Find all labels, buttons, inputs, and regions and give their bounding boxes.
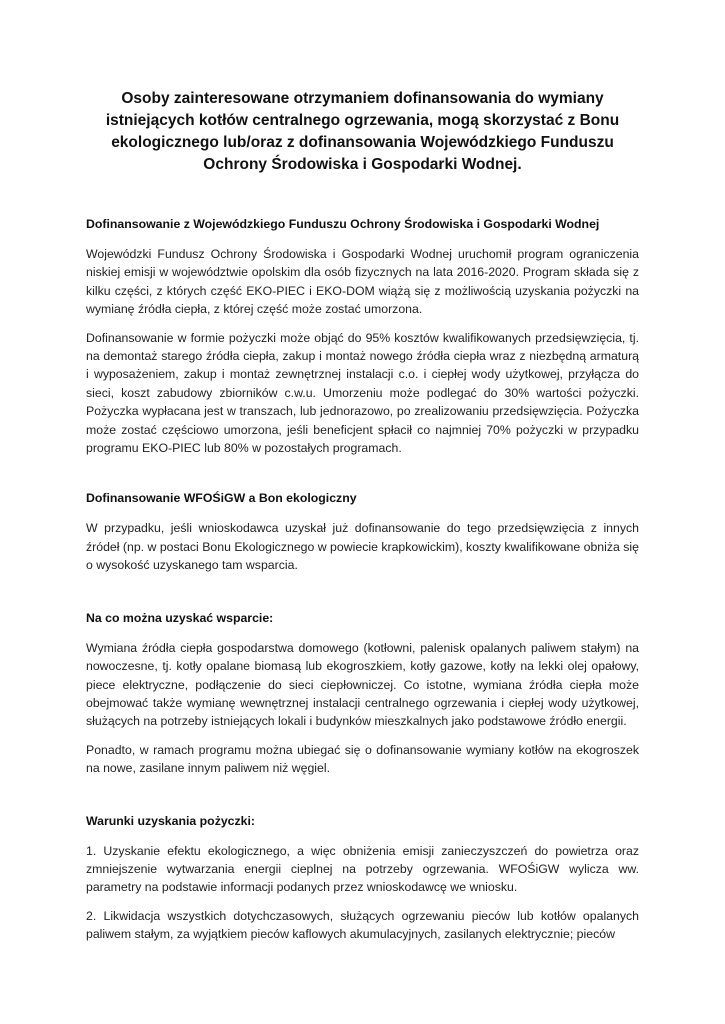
paragraph: Wymiana źródła ciepła gospodarstwa domowego (kotłowni, palenisk opalanych paliwem stałym) na nowoczesne, tj. kotły opalane biomasą lub ekogroszkiem, kotły gazowe, kotły na lekki olej opałowy, piece elektryczne, podłączenie do sieci ciepłowniczej. Co istotne, wymiana źródła ciepła może obejmować także wymianę wewnętrznej instalacji centralnego ogrzewania i ciepłej wody użytkowej, służących na potrzeby istniejących lokali i budynków mieszkalnych jako podstawowe źródło energii. <box>86 640 639 729</box>
section-heading: Na co można uzyskać wsparcie: <box>86 610 274 625</box>
section-heading: Dofinansowanie z Wojewódzkiego Funduszu Ochrony Środowiska i Gospodarki Wodnej <box>86 217 600 231</box>
paragraph: 1. Uzyskanie efektu ekologicznego, a więc obniżenia emisji zanieczyszczeń do powietrza oraz zmniejszenie wytwarzania energii cieplnej na potrzeby ogrzewania. WFOŚiGW wylicza ww. parametry na podstawie informacji podanych przez wnioskodawcę we wniosku. <box>86 843 639 895</box>
paragraph: W przypadku, jeśli wnioskodawca uzyskał już dofinansowanie do tego przedsięwzięcia z innych źródeł (np. w postaci Bonu Ekologicznego w powiecie krapkowickim), koszty kwalifikowane obniża się o wysokość uzyskanego tam wsparcia. <box>86 521 639 573</box>
section-heading: Warunki uzyskania pożyczki: <box>86 813 256 828</box>
document-page <box>86 88 639 978</box>
section-wfosigw-vs-bon <box>86 489 639 574</box>
section-wfosigw-funding <box>86 215 639 457</box>
document-title: Osoby zainteresowane otrzymaniem dofinansowania do wymiany istniejących kotłów centralnego ogrzewania, mogą skorzystać z Bonu ekologicznego lub/oraz z dofinansowania Wojewódzkiego Funduszu Ochrony Środowiska i Gospodarki Wodnej. <box>105 90 620 173</box>
section-loan-conditions <box>86 812 639 944</box>
paragraph: 2. Likwidacja wszystkich dotychczasowych, służących ogrzewaniu pieców lub kotłów opalanych paliwem stałym, za wyjątkiem pieców kaflowych akumulacyjnych, zasilanych elektrycznie; pieców <box>86 908 639 942</box>
paragraph: Dofinansowanie w formie pożyczki może objąć do 95% kosztów kwalifikowanych przedsięwzięcia, tj. na demontaż starego źródła ciepła, zakup i montaż nowego źródła ciepła wraz z niezbędną armaturą i wyposażeniem, zakup i montaż zewnętrznej instalacji c.o. i ciepłej wody użytkowej, przyłącza do sieci, koszt zabudowy zbiorników c.w.u. Umorzeniu może podlegać do 30% wartości pożyczki. Pożyczka wypłacana jest w transzach, lub jednorazowo, po zrealizowaniu przedsięwzięcia. Pożyczka może zostać częściowo umorzona, jeśli beneficjent spłacił co najmniej 70% pożyczki w przypadku programu EKO-PIEC lub 80% w pozostałych programach. <box>86 330 639 456</box>
section-eligible-support <box>86 609 639 778</box>
paragraph: Wojewódzki Fundusz Ochrony Środowiska i Gospodarki Wodnej uruchomił program ograniczenia niskiej emisji w województwie opolskim dla osób fizycznych na lata 2016-2020. Program składa się z kilku części, z których część EKO-PIEC i EKO-DOM wiążą się z możliwością uzyskania pożyczki na wymianę źródła ciepła, z której część może zostać umorzona. <box>86 247 639 317</box>
section-heading: Dofinansowanie WFOŚiGW a Bon ekologiczny <box>86 491 357 506</box>
paragraph: Ponadto, w ramach programu można ubiegać się o dofinansowanie wymiany kotłów na ekogroszek na nowe, zasilane innym paliwem niż węgiel. <box>86 742 639 776</box>
